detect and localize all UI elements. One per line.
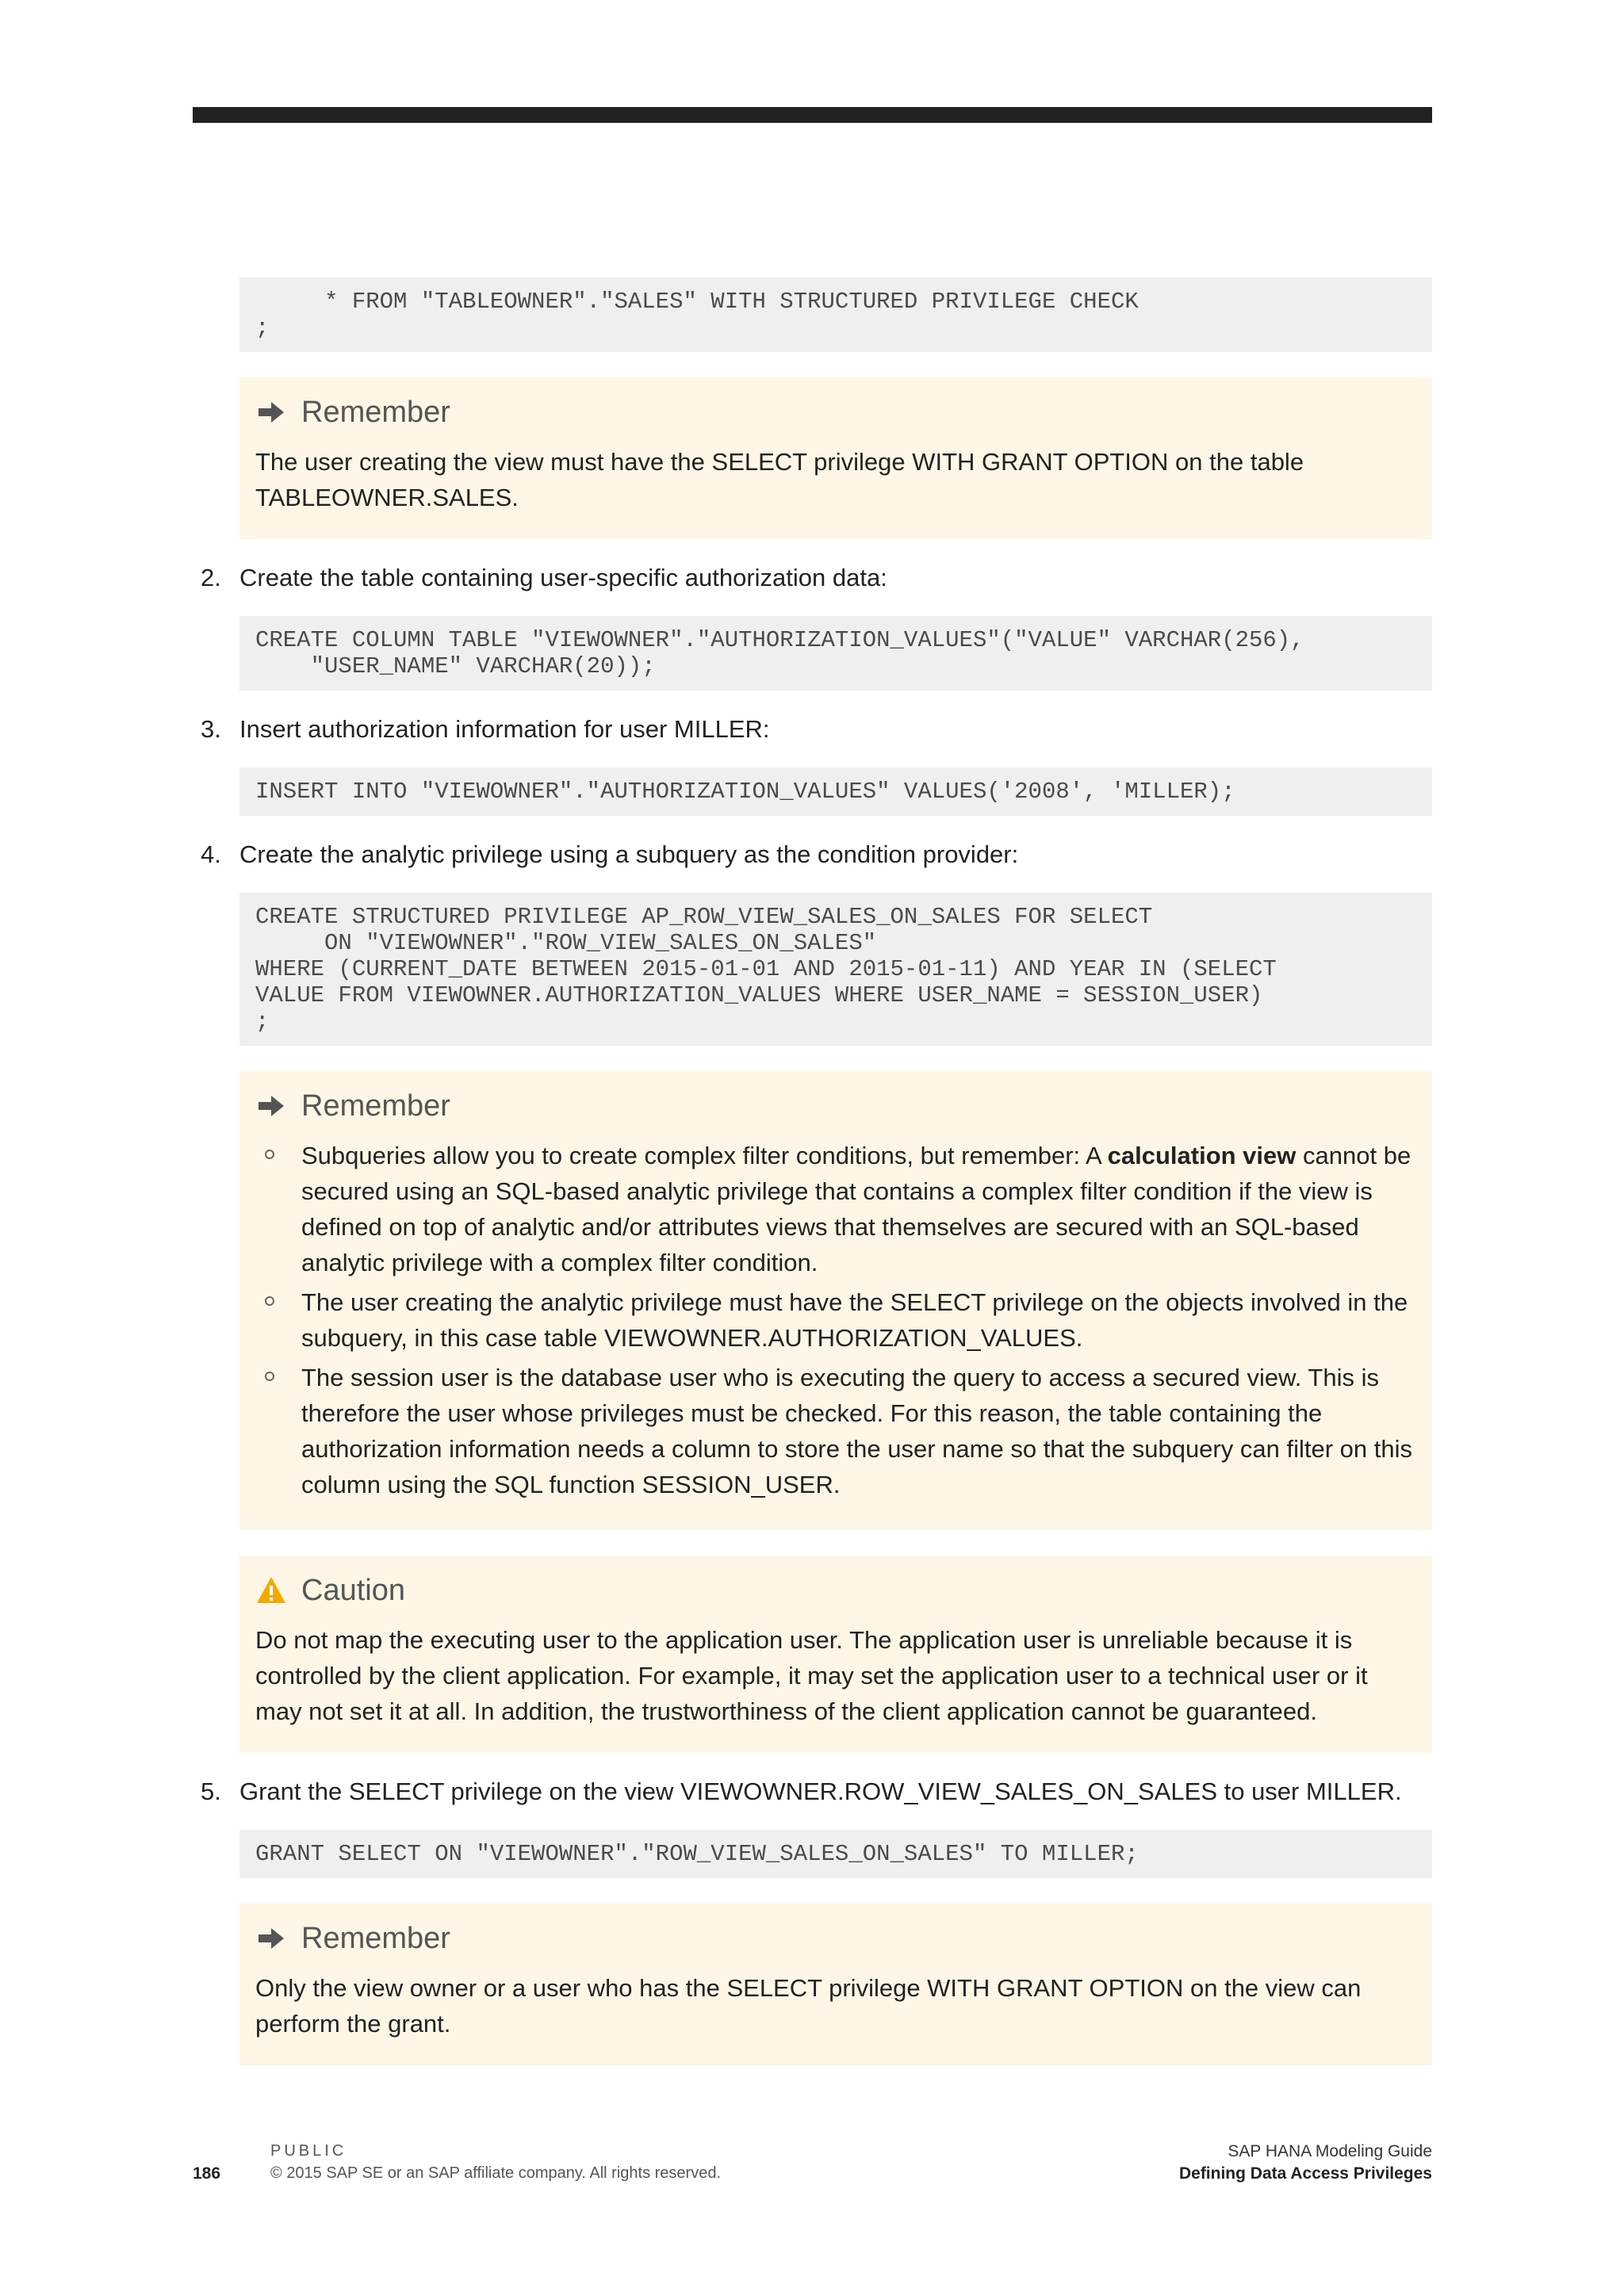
emphasis: calculation view [1107,1142,1297,1169]
step-3 [193,711,1432,747]
guide-title: SAP HANA Modeling Guide [1228,2142,1432,2160]
step-text: Grant the SELECT privilege on the view VIEWOWNER.ROW_VIEW_SALES_ON_SALES to user MILLER. [239,1777,1402,1805]
remember-text: The user creating the view must have the SELECT privilege WITH GRANT OPTION on the table TABLEOWNER.SALES. [255,448,1304,511]
remember-note-1 [239,377,1432,539]
step-number: 3. [201,715,221,743]
arrow-right-icon [255,1923,287,1954]
step-text: Create the table containing user-specific authorization data: [239,564,887,591]
list-item: Subqueries allow you to create complex filter conditions, but remember: A calculation view cannot be secured using an SQL-based analytic privilege that contains a complex filter condition if the view is defined on top of analytic and/or attributes views that themselves are secured with an SQL-based analytic privilege with a complex filter condition. [255,1138,1416,1280]
remember-title: Remember [301,1922,450,1955]
step-5 [193,1774,1432,1809]
step-2 [193,560,1432,595]
remember-text: Only the view owner or a user who has the SELECT privilege WITH GRANT OPTION on the view can perform the grant. [255,1974,1362,2038]
warning-icon [255,1575,287,1606]
page-footer [193,2141,1432,2188]
step-number: 4. [201,840,221,868]
step-4 [193,836,1432,872]
code-block-continuation: * FROM "TABLEOWNER"."SALES" WITH STRUCTURED PRIVILEGE CHECK ; [239,277,1432,352]
caution-note [239,1556,1432,1753]
remember-title: Remember [301,1089,450,1123]
code-block-insert: INSERT INTO "VIEWOWNER"."AUTHORIZATION_VALUES" VALUES('2008', 'MILLER); [239,767,1432,816]
remember-note-3 [239,1904,1432,2065]
code-block-grant: GRANT SELECT ON "VIEWOWNER"."ROW_VIEW_SALES_ON_SALES" TO MILLER; [239,1830,1432,1878]
step-number: 5. [201,1777,221,1805]
step-number: 2. [201,564,221,591]
top-rule [193,107,1432,123]
step-text: Insert authorization information for user MILLER: [239,715,770,743]
classification-label: PUBLIC [270,2142,347,2160]
remember-note-2 [239,1071,1432,1530]
caution-title: Caution [301,1574,405,1607]
code-block-create-table: CREATE COLUMN TABLE "VIEWOWNER"."AUTHORIZATION_VALUES"("VALUE" VARCHAR(256), "USER_NAME" VARCHAR(20)); [239,616,1432,691]
arrow-right-icon [255,396,287,428]
code-block-create-privilege: CREATE STRUCTURED PRIVILEGE AP_ROW_VIEW_SALES_ON_SALES FOR SELECT ON "VIEWOWNER"."ROW_VIEW_SALES_ON_SALES" WHERE (CURRENT_DATE BETWEEN 2015-01-01 AND 2015-01-11) AND YEAR IN (SELECT VALUE FROM VIEWOWNER.AUTHORIZATION_VALUES WHERE USER_NAME = SESSION_USER) ; [239,893,1432,1046]
remember-list [255,1138,1416,1502]
section-title: Defining Data Access Privileges [1178,2164,1432,2183]
remember-title: Remember [301,396,450,429]
page-number: 186 [193,2164,221,2183]
copyright: © 2015 SAP SE or an SAP affiliate company. All rights reserved. [270,2164,722,2182]
list-item: The session user is the database user who is executing the query to access a secured view. This is therefore the user whose privileges must be checked. For this reason, the table containing the authorization information needs a column to store the user name so that the subquery can filter on this column using the SQL function SESSION_USER. [255,1360,1416,1502]
list-item: The user creating the analytic privilege must have the SELECT privilege on the objects involved in the subquery, in this case table VIEWOWNER.AUTHORIZATION_VALUES. [255,1284,1416,1356]
arrow-right-icon [255,1090,287,1122]
page-content [193,277,1432,2065]
caution-text: Do not map the executing user to the application user. The application user is unreliable because it is controlled by the client application. For example, it may set the application user to a technical user or it may not set it at all. In addition, the trustworthiness of the client application cannot be guaranteed. [255,1626,1368,1725]
step-text: Create the analytic privilege using a subquery as the condition provider: [239,840,1019,868]
